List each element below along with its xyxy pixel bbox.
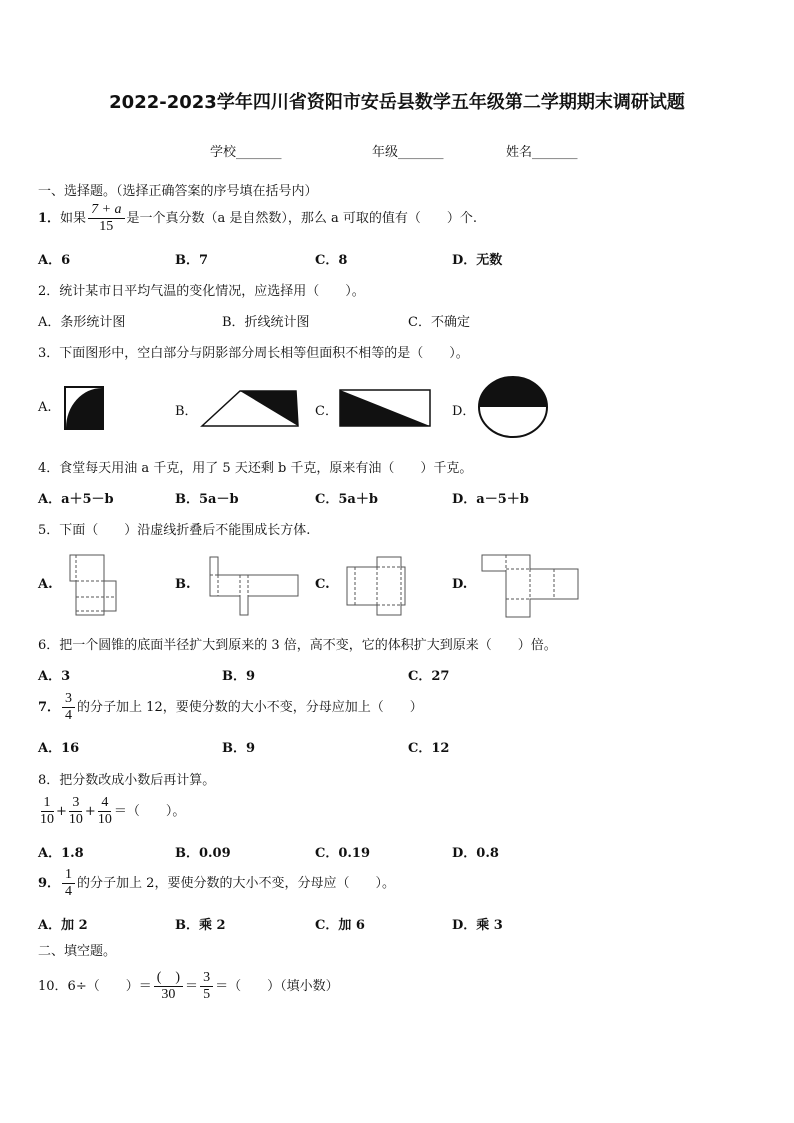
q3-option-b: B． — [175, 404, 198, 419]
q4-option-d: D．a－5＋b — [452, 492, 529, 507]
plus-sign: + — [84, 804, 96, 819]
question-1 — [38, 202, 477, 235]
page-title: 2022-2023学年四川省资阳市安岳县数学五年级第二学期期末调研试题 — [109, 92, 685, 113]
fraction-2 — [69, 795, 83, 828]
q2-option-a: A．条形统计图 — [38, 315, 126, 330]
fraction-1 — [40, 795, 54, 828]
q4-option-b: B．5a－b — [175, 492, 239, 507]
q9-option-a: A．加 2 — [38, 918, 88, 933]
plus-sign: + — [56, 804, 67, 819]
section-heading-choice: 一、选择题。（选择正确答案的序号填在括号内） — [38, 184, 318, 199]
q7-fraction — [62, 691, 75, 724]
q6-option-a: A．3 — [38, 669, 71, 684]
q6-option-c: C．27 — [408, 669, 450, 684]
q9-option-b: B．乘 2 — [175, 918, 226, 933]
q9-fraction — [62, 867, 75, 900]
q6-option-b: B．9 — [222, 669, 256, 684]
q8-option-a: A．1.8 — [38, 846, 84, 861]
question-9 — [38, 867, 395, 900]
numerator: 7 + a — [88, 202, 124, 219]
q8-option-b: B．0.09 — [175, 846, 231, 861]
question-10 — [38, 970, 339, 1003]
grade-field: 年级_______ — [372, 145, 444, 160]
q5-net-a — [68, 553, 124, 617]
q3-figure-a-quarter-circle — [62, 384, 106, 432]
denominator: 4 — [65, 708, 73, 723]
q10-post: ＝（ ）（填小数） — [215, 979, 339, 994]
denominator: 10 — [68, 812, 83, 827]
q1-option-a: A．6 — [38, 253, 71, 268]
q7-option-c: C．12 — [408, 741, 450, 756]
equals-blank: ＝（ ）。 — [113, 804, 186, 819]
numerator: 1 — [62, 867, 75, 884]
q3-figure-b-triangle — [200, 388, 300, 428]
q10-fraction-2 — [200, 970, 213, 1003]
q9-option-d: D．乘 3 — [452, 918, 503, 933]
q9-number: 9． — [38, 876, 61, 891]
q5-option-b: B. — [175, 577, 191, 592]
numerator: 3 — [69, 795, 82, 812]
q5-option-a: A. — [38, 577, 53, 592]
q5-net-d — [480, 553, 580, 619]
denominator: 15 — [99, 219, 114, 234]
denominator: 5 — [203, 987, 211, 1002]
equals: ＝ — [185, 979, 199, 994]
q5-net-b — [208, 555, 302, 617]
q3-option-d: D． — [452, 404, 476, 419]
name-field: 姓名_______ — [506, 145, 578, 160]
q2-option-b: B．折线统计图 — [222, 315, 310, 330]
q8-option-d: D．0.8 — [452, 846, 499, 861]
q5-net-c — [345, 555, 407, 619]
question-5: 5．下面（ ）沿虚线折叠后不能围成长方体. — [38, 523, 311, 538]
denominator: 4 — [65, 884, 73, 899]
q1-fraction — [88, 202, 124, 235]
numerator: 3 — [200, 970, 213, 987]
numerator: 3 — [62, 691, 75, 708]
fraction-3 — [98, 795, 112, 828]
q1-pre: 如果 — [60, 211, 87, 226]
q8-expression — [38, 795, 185, 828]
q3-figure-c-rectangle — [338, 388, 432, 428]
q7-text: 的分子加上 12，要使分数的大小不变，分母应加上（ ） — [77, 700, 423, 715]
q7-number: 7． — [38, 700, 61, 715]
q9-text: 的分子加上 2，要使分数的大小不变，分母应（ ）。 — [77, 876, 395, 891]
q5-option-d: D. — [452, 577, 468, 592]
q1-number: 1． — [38, 211, 61, 226]
numerator: 4 — [98, 795, 111, 812]
school-field: 学校_______ — [210, 145, 282, 160]
question-6: 6．把一个圆锥的底面半径扩大到原来的 3 倍，高不变，它的体积扩大到原来（ ）倍。 — [38, 638, 557, 653]
q5-option-c: C. — [315, 577, 330, 592]
q9-option-c: C．加 6 — [315, 918, 365, 933]
question-7 — [38, 691, 423, 724]
question-2: 2．统计某市日平均气温的变化情况，应选择用（ ）。 — [38, 284, 365, 299]
numerator: ( ) — [154, 970, 183, 987]
q1-option-d: D．无数 — [452, 253, 503, 268]
numerator: 1 — [41, 795, 54, 812]
q4-option-a: A．a＋5－b — [38, 492, 114, 507]
q10-fraction-1 — [154, 970, 183, 1003]
q2-option-c: C．不确定 — [408, 315, 470, 330]
section-heading-fill: 二、填空题。 — [38, 944, 117, 959]
denominator: 10 — [97, 812, 112, 827]
q3-option-a: A. — [38, 400, 52, 415]
question-3: 3．下面图形中，空白部分与阴影部分周长相等但面积不相等的是（ ）。 — [38, 346, 469, 361]
q3-figure-d-circle — [476, 374, 550, 440]
q7-option-b: B．9 — [222, 741, 256, 756]
denominator: 10 — [40, 812, 54, 827]
q7-option-a: A．16 — [38, 741, 80, 756]
q8-option-c: C．0.19 — [315, 846, 371, 861]
q3-option-c: C． — [315, 404, 338, 419]
denominator: 30 — [161, 987, 176, 1002]
q1-post: 是一个真分数（a 是自然数），那么 a 可取的值有（ ）个. — [126, 211, 478, 226]
q10-pre: 10．6÷（ ）＝ — [38, 979, 152, 994]
q1-option-c: C．8 — [315, 253, 348, 268]
q4-option-c: C．5a＋b — [315, 492, 378, 507]
question-8: 8．把分数改成小数后再计算。 — [38, 773, 216, 788]
question-4: 4．食堂每天用油 a 千克，用了 5 天还剩 b 千克，原来有油（ ）千克。 — [38, 461, 473, 476]
q1-option-b: B．7 — [175, 253, 209, 268]
